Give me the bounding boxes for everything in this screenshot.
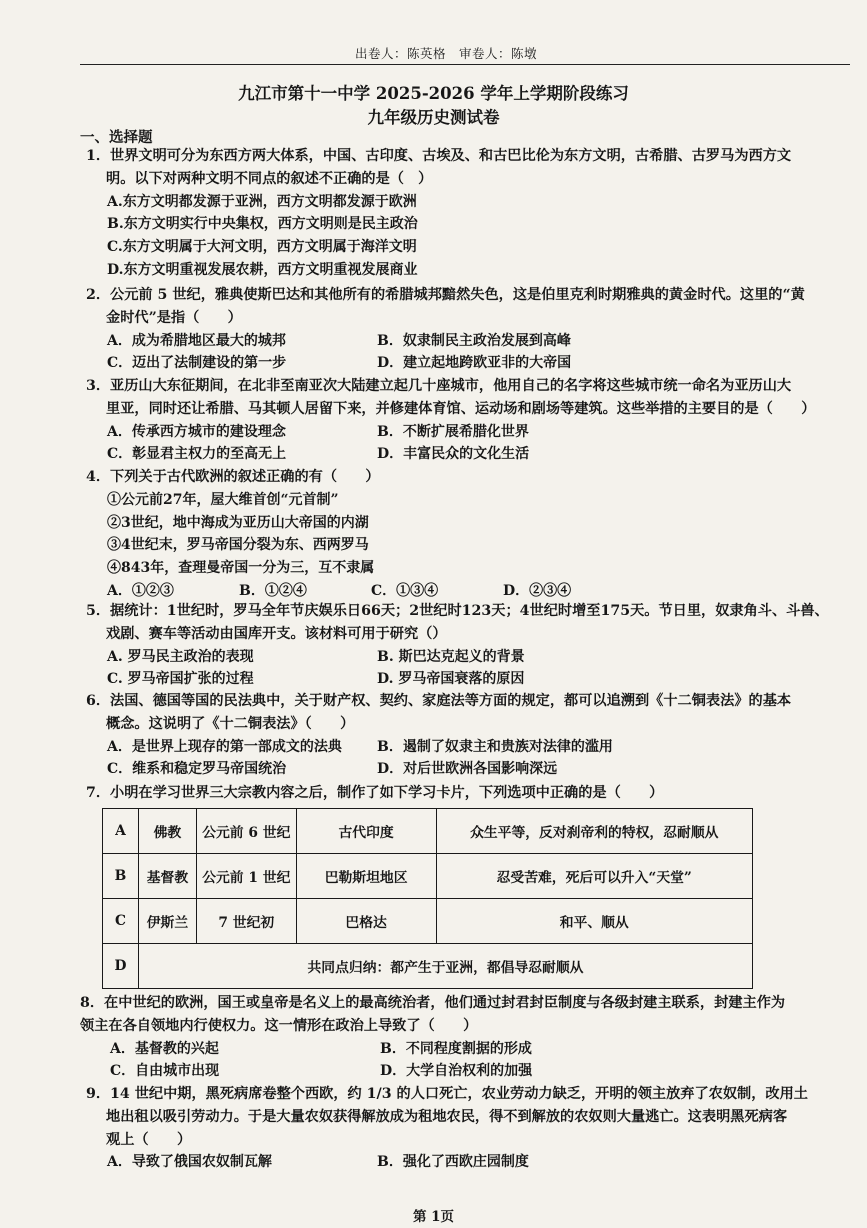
option-row bbox=[86, 646, 846, 669]
option-b: B．奴隶制民主政治发展到高峰 bbox=[377, 332, 571, 349]
option-d: D．大学自治权利的加强 bbox=[380, 1063, 533, 1080]
option-a: A．导致了俄国农奴制瓦解 bbox=[107, 1154, 272, 1171]
option-a: A．是世界上现存的第一部成文的法典 bbox=[107, 738, 342, 755]
place-cell: 巴格达 bbox=[296, 899, 436, 944]
option-row bbox=[80, 1060, 848, 1083]
question-stem: 7．小明在学习世界三大宗教内容之后，制作了如下学习卡片，下列选项中正确的是（ ） bbox=[86, 785, 664, 801]
place-cell: 巴勒斯坦地区 bbox=[296, 854, 436, 899]
option-b: B. 斯巴达克起义的背景 bbox=[377, 648, 525, 665]
option-c: C．迈出了法制建设的第一步 bbox=[107, 355, 287, 372]
option-c: C．①③④ bbox=[371, 582, 439, 599]
question-stem-cont: 戏剧、赛车等活动由国库开支。该材料可用于研究（） bbox=[106, 625, 447, 642]
option-b: B.东方文明实行中央集权，西方文明则是民主政治 bbox=[107, 216, 418, 233]
religion-cell: 佛教 bbox=[138, 809, 196, 854]
row-key: C bbox=[103, 899, 139, 944]
question-stem: 3．亚历山大东征期间，在北非至南亚次大陆建立起几十座城市，他用自己的名字将这些城市统一命名为亚历山大 bbox=[86, 378, 792, 394]
option-row bbox=[80, 1038, 848, 1061]
page-number: 第 1页 bbox=[412, 1209, 455, 1225]
option-row bbox=[86, 443, 846, 466]
exam-subtitle: 九年级历史测试卷 bbox=[367, 108, 500, 127]
option-b: B．①②④ bbox=[239, 582, 307, 599]
question-stem: 5．据统计：1世纪时，罗马全年节庆娱乐日66天；2世纪时123天；4世纪时增至175天。节日里，奴隶角斗、斗兽、 bbox=[86, 603, 829, 619]
religion-cell: 伊斯兰 bbox=[138, 899, 196, 944]
option-a: A.东方文明都发源于亚洲，西方文明都发源于欧洲 bbox=[107, 193, 417, 210]
exam-title: 九江市第十一中学 2025-2026 学年上学期阶段练习 bbox=[238, 84, 629, 103]
question-stem: 4．下列关于古代欧洲的叙述正确的有（ ） bbox=[86, 469, 380, 485]
option-row bbox=[86, 330, 846, 353]
option-d: D．建立起地跨欧亚非的大帝国 bbox=[377, 355, 572, 372]
question-6 bbox=[86, 690, 846, 781]
idea-cell: 忍受苦难，死后可以升入“天堂” bbox=[436, 854, 753, 899]
idea-cell: 众生平等，反对刹帝利的特权，忍耐顺从 bbox=[436, 809, 753, 854]
option-c: C. 罗马帝国扩张的过程 bbox=[107, 671, 254, 688]
idea-cell: 和平、顺从 bbox=[436, 899, 753, 944]
row-key: D bbox=[103, 944, 139, 989]
option-d: D．对后世欧洲各国影响深远 bbox=[377, 761, 558, 778]
question-2 bbox=[86, 284, 846, 375]
option-a: A．①②③ bbox=[107, 582, 174, 599]
question-1 bbox=[86, 145, 846, 282]
common-point-cell: 共同点归纳：都产生于亚洲，都倡导忍耐顺从 bbox=[138, 944, 752, 989]
statement-3: ③4世纪末，罗马帝国分裂为东、西两罗马 bbox=[107, 537, 369, 554]
question-stem-cont: 地出租以吸引劳动力。于是大量农奴获得解放成为租地农民，得不到解放的农奴则大量逃亡。这表明黑死病客 bbox=[106, 1108, 788, 1125]
question-stem: 2．公元前 5 世纪，雅典使斯巴达和其他所有的希腊城邦黯然失色，这是伯里克利时期雅典的黄金时代。这里的“黄 bbox=[86, 287, 805, 303]
option-row bbox=[86, 668, 846, 691]
option-row bbox=[86, 736, 846, 759]
option-row bbox=[86, 1151, 846, 1174]
question-stem-cont: 金时代”是指（ ） bbox=[106, 309, 242, 326]
religion-card-table bbox=[102, 808, 753, 989]
question-5 bbox=[86, 600, 846, 691]
religion-cell: 基督教 bbox=[138, 854, 196, 899]
row-key: B bbox=[103, 854, 139, 899]
option-c: C．维系和稳定罗马帝国统治 bbox=[107, 761, 287, 778]
question-4 bbox=[86, 466, 846, 603]
table-row bbox=[103, 809, 753, 854]
question-stem-cont: 明。以下对两种文明不同点的叙述不正确的是（ ） bbox=[106, 170, 433, 187]
place-cell: 古代印度 bbox=[296, 809, 436, 854]
option-a: A. 罗马民主政治的表现 bbox=[107, 648, 254, 665]
option-a: A．成为希腊地区最大的城邦 bbox=[107, 332, 286, 349]
option-row bbox=[86, 352, 846, 375]
table-row bbox=[103, 854, 753, 899]
option-d: D．②③④ bbox=[503, 582, 572, 599]
question-stem: 8．在中世纪的欧洲，国王或皇帝是名义上的最高统治者，他们通过封君封臣制度与各级封建主联系，封建主作为 bbox=[80, 995, 786, 1011]
option-b: B．遏制了奴隶主和贵族对法律的滥用 bbox=[377, 738, 613, 755]
table-row bbox=[103, 944, 753, 989]
option-row bbox=[86, 758, 846, 781]
question-stem-cont: 领主在各自领地内行使权力。这一情形在政治上导致了（ ） bbox=[80, 1017, 478, 1034]
table-row bbox=[103, 899, 753, 944]
option-d: D.东方文明重视发展农耕，西方文明重视发展商业 bbox=[107, 261, 418, 278]
question-stem: 6．法国、德国等国的民法典中，关于财产权、契约、家庭法等方面的规定，都可以追溯到《十二铜表法》的基本 bbox=[86, 693, 792, 709]
option-a: A．基督教的兴起 bbox=[110, 1040, 219, 1057]
question-stem-cont: 概念。这说明了《十二铜表法》（ ） bbox=[106, 715, 355, 732]
option-c: C.东方文明属于大河文明，西方文明属于海洋文明 bbox=[107, 239, 417, 256]
author-line: 出卷人：陈英格 审卷人：陈墩 bbox=[355, 46, 538, 61]
statement-1: ①公元前27年，屋大维首创“元首制” bbox=[107, 491, 339, 508]
option-c: C．彰显君主权力的至高无上 bbox=[107, 446, 287, 463]
statement-2: ②3世纪，地中海成为亚历山大帝国的内湖 bbox=[107, 514, 369, 531]
option-d: D．丰富民众的文化生活 bbox=[377, 446, 530, 463]
option-b: B．不同程度割据的形成 bbox=[380, 1040, 532, 1057]
section-heading: 一、选择题 bbox=[80, 129, 153, 146]
question-stem: 9．14 世纪中期，黑死病席卷整个西欧，约 1/3 的人口死亡，农业劳动力缺乏，开明的领主放弃了农奴制，改用土 bbox=[86, 1086, 808, 1102]
question-7 bbox=[86, 782, 846, 805]
header-rule bbox=[80, 64, 850, 65]
option-b: B．不断扩展希腊化世界 bbox=[377, 423, 529, 440]
question-stem-cont: 观上（ ） bbox=[106, 1131, 192, 1148]
option-b: B．强化了西欧庄园制度 bbox=[377, 1154, 529, 1171]
time-cell: 公元前 6 世纪 bbox=[196, 809, 296, 854]
option-row bbox=[86, 421, 846, 444]
time-cell: 7 世纪初 bbox=[196, 899, 296, 944]
row-key: A bbox=[103, 809, 139, 854]
time-cell: 公元前 1 世纪 bbox=[196, 854, 296, 899]
option-d: D. 罗马帝国衰落的原因 bbox=[377, 671, 525, 688]
option-c: C．自由城市出现 bbox=[110, 1063, 220, 1080]
question-9 bbox=[86, 1083, 846, 1174]
question-3 bbox=[86, 375, 846, 466]
question-stem-cont: 里亚，同时还让希腊、马其顿人居留下来，并修建体育馆、运动场和剧场等建筑。这些举措的主要目的是（ ） bbox=[106, 400, 816, 417]
question-stem: 1．世界文明可分为东西方两大体系，中国、古印度、古埃及、和古巴比伦为东方文明，古希腊、古罗马为西方文 bbox=[86, 148, 792, 164]
question-8 bbox=[80, 992, 848, 1083]
statement-4: ④843年，查理曼帝国一分为三，互不隶属 bbox=[107, 560, 375, 577]
option-a: A．传承西方城市的建设理念 bbox=[107, 423, 286, 440]
